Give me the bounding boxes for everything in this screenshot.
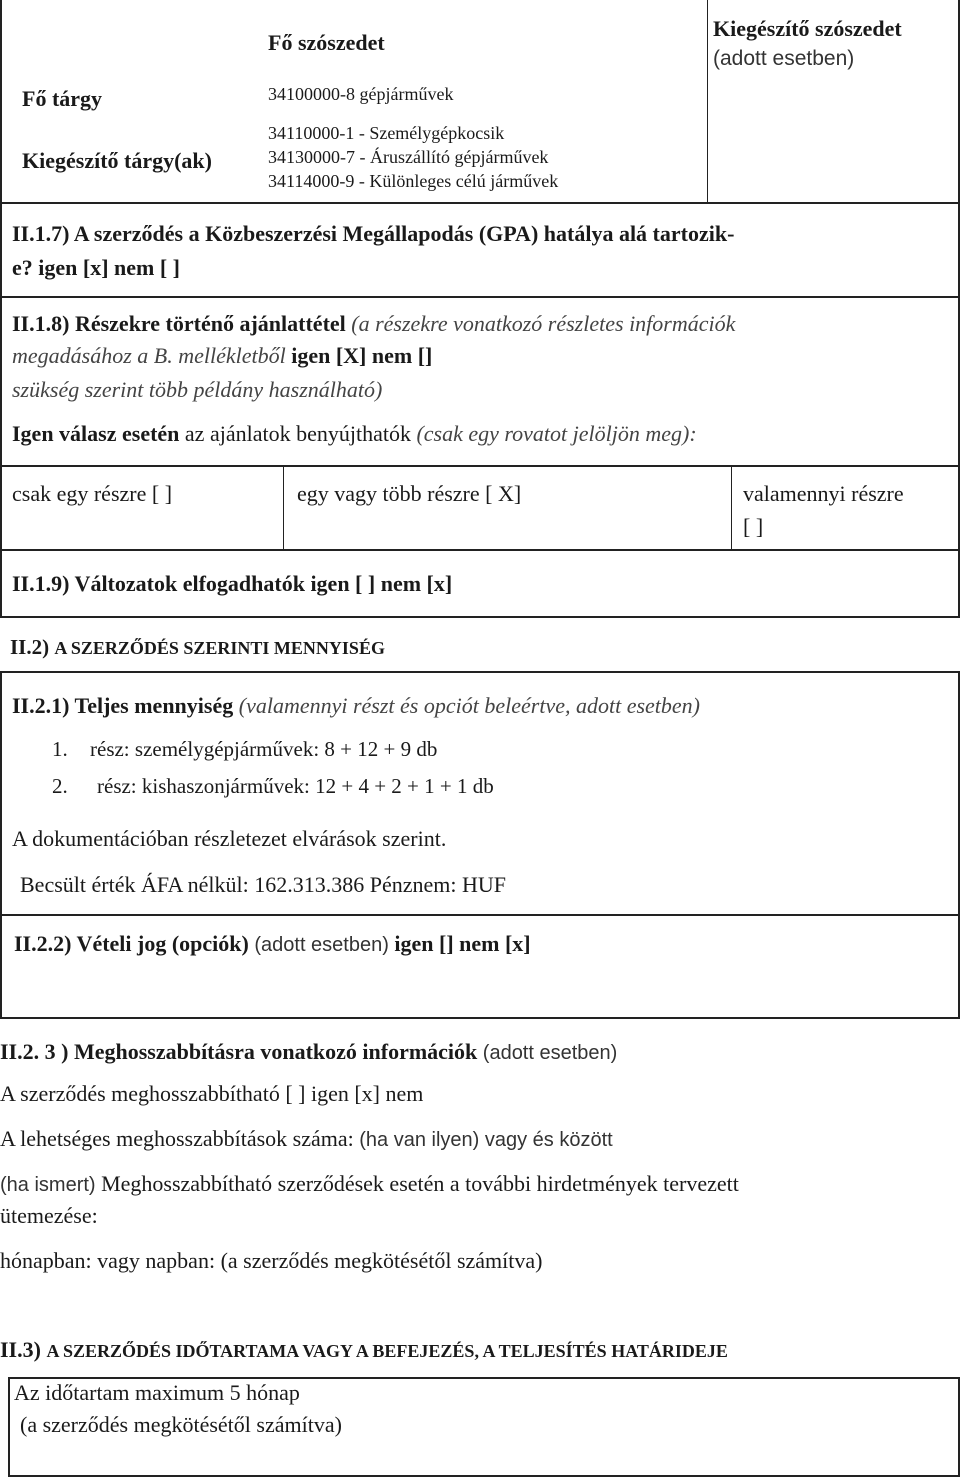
quantity-item-1-num: 1. xyxy=(52,737,68,761)
section-ii-2-2 xyxy=(0,914,960,1018)
renewal-days-label: vagy napban: (a szerződés megkötésétől számítva) xyxy=(97,1248,543,1273)
section-ii-3-title: A SZERZŐDÉS IDŐTARTAMA VAGY A BEFEJEZÉS, A TELJESÍTÉS HATÁRIDEJE xyxy=(46,1341,728,1361)
renewal-schedule-line xyxy=(0,1171,739,1197)
main-vocabulary-header: Fő szószedet xyxy=(268,30,385,55)
main-object-code: 34100000-8 gépjárművek xyxy=(268,84,454,104)
submission-question-bold: Igen válasz esetén xyxy=(12,421,180,446)
parts-copies-note: szükség szerint több példány használható) xyxy=(12,377,383,402)
section-ii-2-heading xyxy=(10,635,385,660)
option-single-part: csak egy részre [ ] xyxy=(12,481,173,506)
supplementary-code-3: 34114000-9 - Különleges célú járművek xyxy=(268,171,559,191)
renewal-schedule-note: (ha ismert) xyxy=(0,1174,96,1196)
parts-heading-line xyxy=(12,311,735,337)
options-divider-2 xyxy=(731,465,732,549)
section-ii-2-title: A SZERZŐDÉS SZERINTI MENNYISÉG xyxy=(54,638,385,658)
options-heading: II.2.2) Vételi jog (opciók) xyxy=(14,931,249,956)
quantity-item-2-num: 2. xyxy=(52,774,68,798)
supplementary-code-2: 34130000-7 - Áruszállító gépjárművek xyxy=(268,147,549,167)
renewal-count-label: A lehetséges meghosszabbítások száma: xyxy=(0,1126,354,1151)
duration-line-2: (a szerződés megkötésétől számítva) xyxy=(20,1412,342,1437)
supplementary-code-1: 34110000-1 - Személygépkocsik xyxy=(268,123,505,143)
options-table-top xyxy=(0,465,960,467)
options-line xyxy=(14,931,531,957)
total-quantity-heading: II.2.1) Teljes mennyiség xyxy=(12,693,234,718)
section-ii-1-7 xyxy=(0,203,960,297)
supplementary-vocabulary-note: (adott esetben) xyxy=(713,47,855,70)
estimated-value-line: Becsült érték ÁFA nélkül: 162.313.386 Pénznem: HUF xyxy=(20,872,506,897)
gpa-question-line-1: II.1.7) A szerződés a Közbeszerzési Megállapodás (GPA) hatálya alá tartozik- xyxy=(12,221,735,246)
options-table-bottom xyxy=(0,549,960,551)
renewal-heading-line xyxy=(0,1039,617,1065)
section-ii-2-number: II.2) xyxy=(10,635,50,659)
parts-heading: II.1.8) Részekre történő ajánlattétel xyxy=(12,311,346,336)
total-quantity-note: (valamennyi részt és opciót beleértve, adott esetben) xyxy=(238,693,700,718)
section-ii-3-heading xyxy=(0,1337,728,1363)
duration-line-1: Az időtartam maximum 5 hónap xyxy=(14,1380,300,1405)
total-quantity-heading-line xyxy=(12,693,700,719)
option-one-or-more-parts: egy vagy több részre [ X] xyxy=(297,481,522,506)
quantity-item-2: rész: kishaszonjárművek: 12 + 4 + 2 + 1 + 1 db xyxy=(97,774,494,798)
main-object-label: Fő tárgy xyxy=(22,86,103,111)
renewal-months-label: hónapban: xyxy=(0,1248,92,1273)
section-ii-1-8-bottom-border xyxy=(0,616,960,618)
section-ii-2-1-top-border xyxy=(0,671,960,673)
cpv-column-divider xyxy=(707,0,708,202)
parts-annex-note: megadásához a B. mellékletből xyxy=(12,343,286,368)
quantity-item-1: rész: személygépjárművek: 8 + 12 + 9 db xyxy=(90,737,438,761)
option-all-parts-checkbox: [ ] xyxy=(743,514,764,539)
renewal-heading-note: (adott esetben) xyxy=(482,1042,618,1064)
section-ii-2-2-bottom-border xyxy=(0,1017,960,1019)
renewal-possible-line: A szerződés meghosszabbítható [ ] igen [x] nem xyxy=(0,1081,424,1106)
options-divider-1 xyxy=(283,465,284,549)
section-ii-3-number: II.3) xyxy=(0,1337,41,1362)
renewal-heading: II.2. 3 ) Meghosszabbításra vonatkozó információk xyxy=(0,1039,478,1064)
renewal-count-line xyxy=(0,1126,613,1152)
submission-question xyxy=(12,421,697,447)
gpa-question-line-2: e? igen [x] nem [ ] xyxy=(12,255,181,280)
submission-question-note: (csak egy rovatot jelöljön meg): xyxy=(416,421,697,446)
submission-question-text: az ajánlatok benyújthatók xyxy=(184,421,411,446)
options-note: (adott esetben) xyxy=(254,934,389,956)
supplementary-object-label: Kiegészítő tárgy(ak) xyxy=(22,148,212,173)
renewal-count-note: (ha van ilyen) vagy és között xyxy=(359,1129,613,1151)
renewal-schedule-line-2: ütemezése: xyxy=(0,1203,98,1228)
renewal-months-line xyxy=(0,1248,542,1274)
options-answer: igen [] nem [x] xyxy=(394,931,531,956)
supplementary-vocabulary-header: Kiegészítő szószedet xyxy=(713,16,902,41)
variants-line: II.1.9) Változatok elfogadhatók igen [ ] nem [x] xyxy=(12,571,453,596)
parts-line-2 xyxy=(12,343,432,369)
parts-answer: igen [X] nem [] xyxy=(291,343,433,368)
renewal-schedule-text: Meghosszabbítható szerződések esetén a további hirdetmények tervezett xyxy=(101,1171,739,1196)
documentation-line: A dokumentációban részletezet elvárások szerint. xyxy=(12,826,447,851)
option-all-parts: valamennyi részre xyxy=(743,481,904,506)
parts-heading-note: (a részekre vonatkozó részletes információk xyxy=(351,311,736,336)
